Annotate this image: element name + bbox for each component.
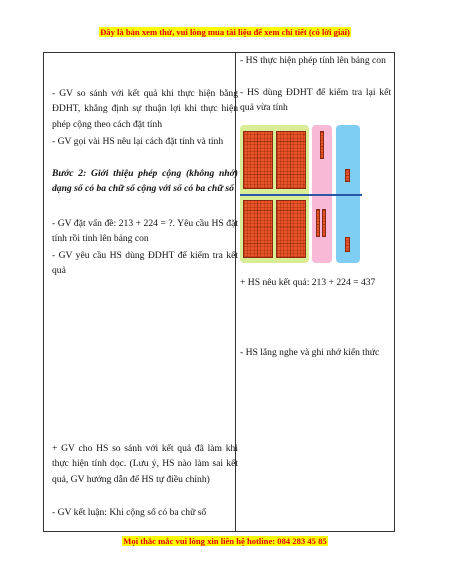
student-activities-cell bbox=[236, 53, 395, 532]
hundred-block bbox=[276, 131, 306, 189]
row-divider bbox=[240, 194, 362, 196]
hundred-block bbox=[243, 131, 273, 189]
student-para-3: + HS nêu kết quả: 213 + 224 = 437 bbox=[240, 277, 376, 288]
hotline-notice: Mọi thắc mắc vui lòng xin liên hệ hotline: 084 283 45 85 bbox=[123, 536, 327, 546]
lesson-table bbox=[43, 52, 395, 532]
hundred-block bbox=[243, 200, 273, 258]
teacher-para-5: - GV yêu cầu HS dùng ĐDHT để kiểm tra kết quả bbox=[52, 250, 238, 277]
teacher-para-6: + GV cho HS so sánh với kết quả đã làm khi thực hiện tính dọc. (Lưu ý, HS nào làm sai kết quả, GV hướng dẫn để HS tự điều chỉnh) bbox=[52, 443, 238, 485]
ones-units bbox=[345, 237, 350, 252]
ten-rod bbox=[322, 209, 326, 237]
teacher-activities-cell bbox=[44, 53, 236, 532]
ones-units bbox=[345, 169, 350, 182]
teacher-para-1: - GV so sánh với kết quả khi thực hiện bằng ĐDHT, khẳng định sự thuận lợi khi thực hiện phép cộng theo cách đặt tính bbox=[52, 88, 238, 130]
ten-rod bbox=[320, 131, 324, 159]
teacher-para-2: - GV gọi vài HS nêu lại cách đặt tính và tính bbox=[52, 136, 224, 147]
teacher-para-4: - GV đặt vấn đề: 213 + 224 = ?. Yêu cầu HS đặt tính rồi tính lên bảng con bbox=[52, 218, 238, 245]
hundred-block bbox=[276, 200, 306, 258]
teacher-para-7: - GV kết luận: Khi cộng số có ba chữ số bbox=[52, 507, 207, 518]
student-para-1: - HS thực hiện phép tính lên bảng con bbox=[240, 55, 386, 66]
ten-rod bbox=[316, 209, 320, 237]
preview-notice: Đây là bản xem thử, vui lòng mua tài liệu để xem chi tiết (có lời giải) bbox=[100, 27, 350, 37]
step-2-heading: Bước 2: Giới thiệu phép cộng (không nhớ) dạng số có ba chữ số cộng với số có ba chữ số bbox=[52, 168, 238, 195]
student-para-2: - HS dùng ĐDHT để kiểm tra lại kết quả vừa tính bbox=[240, 87, 391, 114]
base-ten-blocks-figure bbox=[240, 125, 383, 263]
student-para-4: - HS lắng nghe và ghi nhớ kiến thức bbox=[240, 347, 380, 358]
